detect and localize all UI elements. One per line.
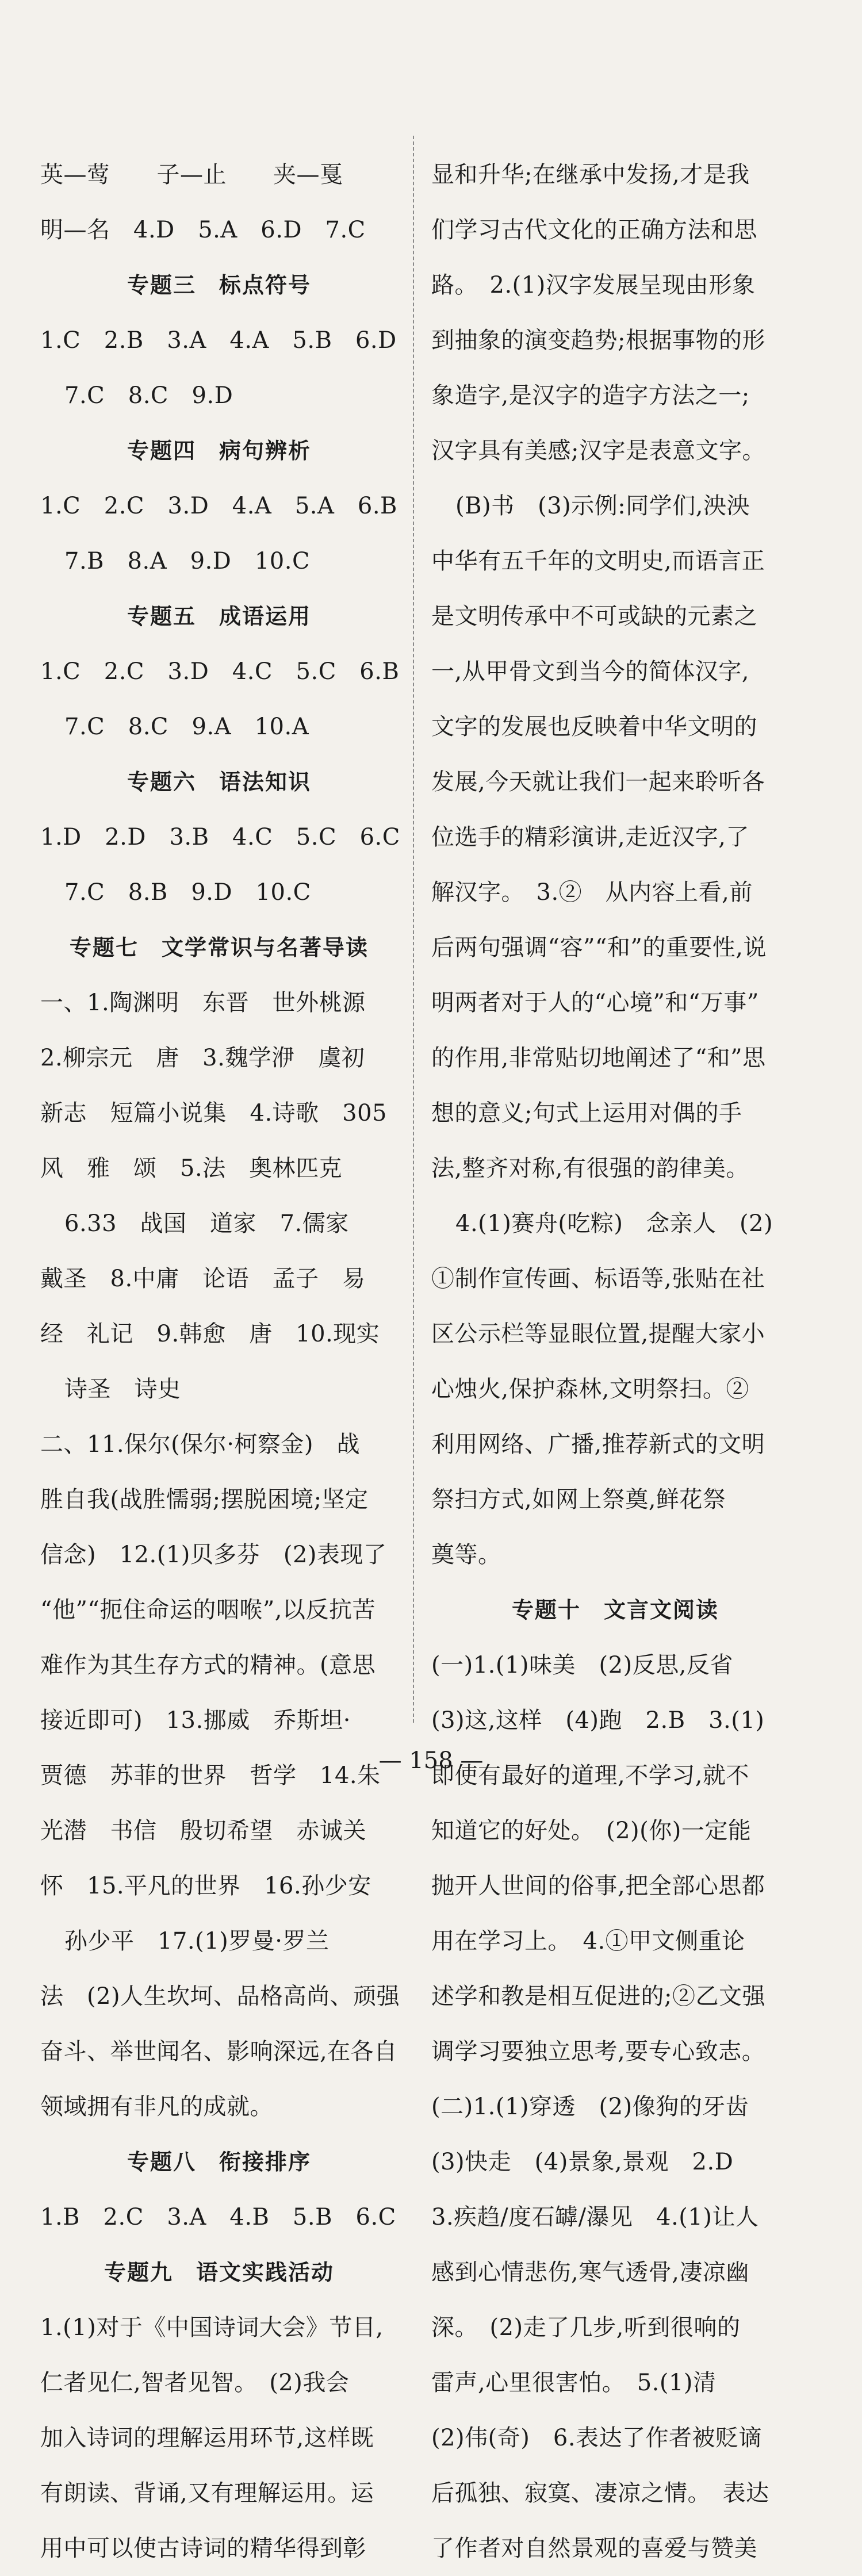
answer-line: 经 礼记 9.韩愈 唐 10.现实 <box>40 1321 380 1347</box>
answer-line: (2)伟(奇) 6.表达了作者被贬谪 <box>431 2425 763 2451</box>
answer-line: 一、1.陶渊明 东晋 世外桃源 <box>40 990 366 1016</box>
answer-line: 心烛火,保护森林,文明祭扫。② <box>431 1376 749 1402</box>
answer-line: 风 雅 颂 5.法 奥林匹克 <box>40 1155 343 1182</box>
answer-line: 路。 2.(1)汉字发展呈现由形象 <box>431 272 756 298</box>
answer-line: 象造字,是汉字的造字方法之一; <box>431 382 750 409</box>
answer-line: 祭扫方式,如网上祭奠,鲜花祭 <box>431 1486 726 1513</box>
answer-line: 戴圣 8.中庸 论语 孟子 易 <box>40 1266 366 1292</box>
answer-line: 知道它的好处。 (2)(你)一定能 <box>431 1818 752 1844</box>
answer-line: 二、11.保尔(保尔·柯察金) 战 <box>40 1431 361 1458</box>
page-number: — 158 — <box>378 1747 484 1774</box>
right-column <box>431 147 799 2576</box>
answer-line: 们学习古代文化的正确方法和思 <box>431 217 757 243</box>
answer-line: 1.B 2.C 3.A 4.B 5.B 6.C <box>40 2204 396 2230</box>
answer-line: 明—名 4.D 5.A 6.D 7.C <box>40 217 366 243</box>
answer-line: 后孤独、寂寞、凄凉之情。 表达 <box>431 2480 769 2506</box>
answer-line: 中华有五千年的文明史,而语言正 <box>431 548 765 574</box>
answer-line: 解汉字。 3.② 从内容上看,前 <box>431 879 753 906</box>
answer-line: 明两者对于人的“心境”和“万事” <box>431 990 759 1016</box>
answer-line: (一)1.(1)味美 (2)反思,反省 <box>431 1652 733 1678</box>
column-divider <box>413 136 414 1723</box>
answer-line: 是文明传承中不可或缺的元素之 <box>431 603 757 630</box>
answer-line: 4.(1)赛舟(吃粽) 念亲人 (2) <box>455 1210 773 1237</box>
answer-line: 感到心情悲伤,寒气透骨,凄凉幽 <box>431 2259 749 2286</box>
section-heading: 专题七 文学常识与名著导读 <box>69 935 369 960</box>
answer-line: 1.(1)对于《中国诗词大会》节目, <box>40 2314 384 2341</box>
answer-line: 述学和教是相互促进的;②乙文强 <box>431 1983 765 2010</box>
section-heading: 专题四 病句辨析 <box>127 438 311 463</box>
answer-line: 用在学习上。 4.①甲文侧重论 <box>431 1928 745 1954</box>
answer-line: 1.C 2.B 3.A 4.A 5.B 6.D <box>40 327 397 354</box>
answer-line: 区公示栏等显眼位置,提醒大家小 <box>431 1321 765 1347</box>
answer-line: 光潜 书信 殷切希望 赤诚关 <box>40 1818 366 1844</box>
answer-line: 2.柳宗元 唐 3.魏学洢 虞初 <box>40 1045 365 1071</box>
answer-line: 难作为其生存方式的精神。(意思 <box>40 1652 376 1678</box>
answer-line: 孙少平 17.(1)罗曼·罗兰 <box>64 1928 330 1954</box>
answer-line: 奠等。 <box>431 1542 501 1568</box>
answer-line: 1.C 2.C 3.D 4.C 5.C 6.B <box>40 658 400 685</box>
section-heading: 专题八 衔接排序 <box>127 2149 311 2175</box>
answer-line: 到抽象的演变趋势;根据事物的形 <box>431 327 765 354</box>
answer-line: 发展,今天就让我们一起来聆听各 <box>431 769 765 795</box>
answer-line: (二)1.(1)穿透 (2)像狗的牙齿 <box>431 2094 749 2120</box>
answer-line: 文字的发展也反映着中华文明的 <box>431 714 757 740</box>
answer-line: ①制作宣传画、标语等,张贴在社 <box>431 1266 765 1292</box>
answer-line: 新志 短篇小说集 4.诗歌 305 <box>40 1100 388 1126</box>
answer-line: 信念) 12.(1)贝多芬 (2)表现了 <box>40 1542 387 1568</box>
answer-line: 抛开人世间的俗事,把全部心思都 <box>431 1873 765 1899</box>
answer-line: 7.B 8.A 9.D 10.C <box>64 548 311 574</box>
answer-line: 仁者见仁,智者见智。 (2)我会 <box>40 2370 350 2396</box>
left-column <box>40 147 398 2576</box>
answer-line: 深。 (2)走了几步,听到很响的 <box>431 2314 741 2341</box>
section-heading: 专题三 标点符号 <box>127 273 311 298</box>
answer-line: 胜自我(战胜懦弱;摆脱困境;坚定 <box>40 1486 369 1513</box>
answer-line: 加入诗词的理解运用环节,这样既 <box>40 2425 374 2451</box>
answer-line: 领域拥有非凡的成就。 <box>40 2094 273 2120</box>
answer-line: 的作用,非常贴切地阐述了“和”思 <box>431 1045 766 1071</box>
answer-line: (B)书 (3)示例:同学们,泱泱 <box>455 493 750 519</box>
answer-line: 3.疾趋/度石罅/瀑见 4.(1)让人 <box>431 2204 759 2230</box>
section-heading: 专题五 成语运用 <box>127 604 311 629</box>
answer-line: “他”“扼住命运的咽喉”,以反抗苦 <box>40 1597 376 1623</box>
answer-line: 7.C 8.B 9.D 10.C <box>64 879 311 906</box>
answer-line: 用中可以使古诗词的精华得到彰 <box>40 2535 366 2562</box>
answer-line: 显和升华;在继承中发扬,才是我 <box>431 162 750 188</box>
answer-line: 想的意义;句式上运用对偶的手 <box>431 1100 742 1126</box>
answer-line: 调学习要独立思考,要专心致志。 <box>431 2038 765 2065</box>
answer-line: 法 (2)人生坎坷、品格高尚、顽强 <box>40 1983 400 2010</box>
answer-line: (3)这,这样 (4)跑 2.B 3.(1) <box>431 1707 765 1734</box>
answer-line: 贾德 苏菲的世界 哲学 14.朱 <box>40 1762 381 1789</box>
answer-line: (3)快走 (4)景象,景观 2.D <box>431 2149 734 2175</box>
section-heading: 专题九 语文实践活动 <box>104 2260 334 2285</box>
answer-line: 一,从甲骨文到当今的简体汉字, <box>431 658 749 685</box>
answer-line: 7.C 8.C 9.D <box>64 382 233 409</box>
answer-line: 奋斗、举世闻名、影响深远,在各自 <box>40 2038 397 2065</box>
answer-line: 接近即可) 13.挪威 乔斯坦· <box>40 1707 351 1734</box>
answer-line: 即使有最好的道理,不学习,就不 <box>431 1762 749 1789</box>
answer-line: 怀 15.平凡的世界 16.孙少安 <box>40 1873 371 1899</box>
answer-line: 6.33 战国 道家 7.儒家 <box>64 1210 349 1237</box>
answer-line: 诗圣 诗史 <box>64 1376 181 1402</box>
answer-line: 法,整齐对称,有很强的韵律美。 <box>431 1155 749 1182</box>
answer-line: 英—莺 子—止 夹—戛 <box>40 162 343 188</box>
answer-line: 雷声,心里很害怕。 5.(1)清 <box>431 2370 717 2396</box>
answer-line: 汉字具有美感;汉字是表意文字。 <box>431 438 765 464</box>
answer-line: 利用网络、广播,推荐新式的文明 <box>431 1431 765 1458</box>
answer-line: 位选手的精彩演讲,走近汉字,了 <box>431 824 749 850</box>
answer-line: 7.C 8.C 9.A 10.A <box>64 714 309 740</box>
section-heading: 专题十 文言文阅读 <box>511 1597 719 1623</box>
answer-line: 有朗读、背诵,又有理解运用。运 <box>40 2480 374 2506</box>
section-heading: 专题六 语法知识 <box>127 769 311 795</box>
answer-line: 后两句强调“容”“和”的重要性,说 <box>431 934 767 961</box>
answer-line: 了作者对自然景观的喜爱与赞美 <box>431 2535 757 2562</box>
answer-line: 1.D 2.D 3.B 4.C 5.C 6.C <box>40 824 400 850</box>
answer-line: 1.C 2.C 3.D 4.A 5.A 6.B <box>40 493 397 519</box>
